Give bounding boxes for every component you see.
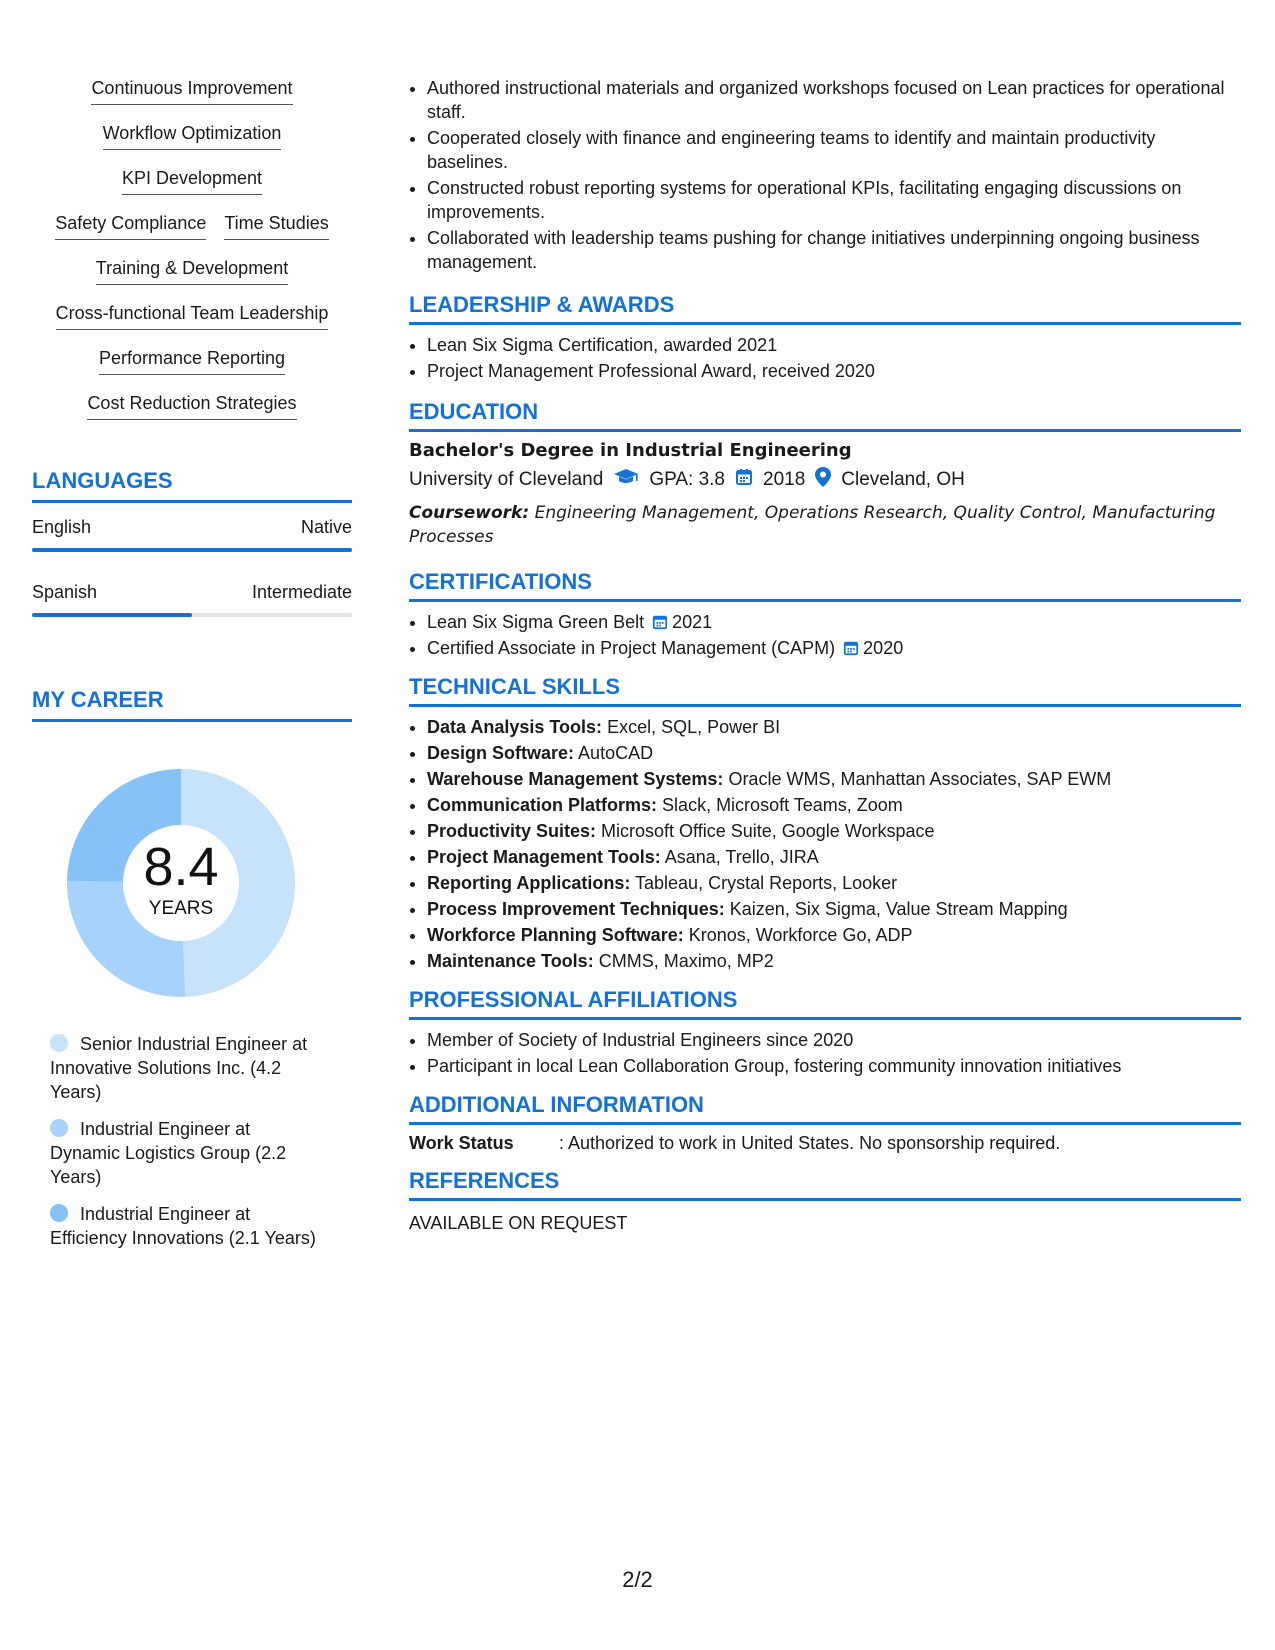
affiliations-list: [409, 1028, 1241, 1078]
degree-title: Bachelor's Degree in Industrial Engineering: [409, 440, 852, 461]
technical-section: [409, 674, 1241, 973]
references-text: AVAILABLE ON REQUEST: [409, 1213, 628, 1233]
experience-bullets: [409, 76, 1241, 274]
technical-skill-value: Kronos, Workforce Go, ADP: [688, 925, 913, 945]
coursework-label: Coursework:: [409, 503, 530, 523]
technical-skill-value: Kaizen, Six Sigma, Value Stream Mapping: [729, 899, 1068, 919]
career-legend-text: Industrial Engineer at Efficiency Innovations (2.1 Years): [50, 1204, 316, 1248]
skill-row: [32, 391, 352, 436]
work-status-value: : Authorized to work in United States. No sponsorship required.: [559, 1133, 1061, 1153]
career-legend-text: Senior Industrial Engineer at Innovative Solutions Inc. (4.2 Years): [50, 1034, 308, 1102]
technical-skill-label: Data Analysis Tools:: [427, 717, 603, 737]
career-section: [32, 687, 352, 1250]
additional-section: [409, 1092, 1241, 1154]
skill-tag: Workflow Optimization: [103, 121, 282, 150]
language-row: [32, 582, 352, 603]
skill-tag: Continuous Improvement: [91, 76, 292, 105]
school-location: Cleveland, OH: [841, 469, 965, 490]
skill-tag: Performance Reporting: [99, 346, 285, 375]
technical-skill-value: Oracle WMS, Manhattan Associates, SAP EWM: [728, 769, 1112, 789]
certification-name: Certified Associate in Project Management (CAPM): [427, 638, 836, 658]
additional-heading: ADDITIONAL INFORMATION: [409, 1092, 1241, 1125]
education-heading: EDUCATION: [409, 399, 1241, 432]
skill-tag: Time Studies: [224, 211, 328, 240]
technical-skill-value: Microsoft Office Suite, Google Workspace: [601, 821, 935, 841]
language-level: Intermediate: [251, 582, 352, 602]
technical-skill-item: [427, 715, 1241, 739]
technical-skill-label: Productivity Suites:: [427, 821, 597, 841]
technical-skill-label: Warehouse Management Systems:: [427, 769, 724, 789]
career-total-unit: YEARS: [148, 898, 214, 919]
references-heading: REFERENCES: [409, 1168, 1241, 1201]
language-item: [32, 582, 352, 617]
certification-year: 2021: [672, 612, 713, 632]
certifications-section: [409, 569, 1241, 660]
career-legend-item: [50, 1032, 320, 1104]
certification-item: [427, 636, 1241, 660]
skill-row: [32, 76, 352, 121]
certifications-list: [409, 610, 1241, 660]
legend-dot-icon: [50, 1034, 68, 1052]
certification-item: [427, 610, 1241, 634]
languages-list: [32, 517, 352, 617]
awards-list: [409, 333, 1241, 383]
legend-dot-icon: [50, 1204, 68, 1222]
technical-skill-item: [427, 871, 1241, 895]
skill-row: [32, 346, 352, 391]
career-legend: [32, 1032, 352, 1250]
certifications-heading: CERTIFICATIONS: [409, 569, 1241, 602]
skill-row: [32, 211, 352, 256]
skill-tag: KPI Development: [122, 166, 262, 195]
technical-skill-label: Project Management Tools:: [427, 847, 661, 867]
calendar-icon: [735, 468, 753, 492]
technical-heading: TECHNICAL SKILLS: [409, 674, 1241, 707]
technical-skill-item: [427, 741, 1241, 765]
experience-bullet: • Cooperated closely with finance and engineering teams to identify and maintain productivity baselines.: [427, 126, 1241, 174]
technical-skill-label: Process Improvement Techniques:: [427, 899, 725, 919]
skill-tag: Safety Compliance: [55, 211, 206, 240]
technical-skill-item: [427, 767, 1241, 791]
legend-dot-icon: [50, 1119, 68, 1137]
sidebar: [32, 76, 352, 1263]
skills-list: [32, 76, 352, 436]
skill-tag: Cross-functional Team Leadership: [56, 301, 329, 330]
graduation-cap-icon: [613, 468, 639, 492]
work-status-label: Work Status: [409, 1133, 514, 1153]
award-item: • Project Management Professional Award, received 2020: [427, 359, 1241, 383]
education-section: [409, 399, 1241, 549]
skill-row: [32, 256, 352, 301]
certification-name: Lean Six Sigma Green Belt: [427, 612, 645, 632]
affiliations-heading: PROFESSIONAL AFFILIATIONS: [409, 987, 1241, 1020]
language-bar: [32, 613, 352, 617]
career-legend-item: [50, 1117, 320, 1189]
technical-skill-item: [427, 949, 1241, 973]
skill-row: [32, 301, 352, 346]
technical-skill-item: [427, 845, 1241, 869]
language-row: [32, 517, 352, 538]
language-name: English: [32, 517, 92, 537]
technical-skill-value: AutoCAD: [578, 743, 654, 763]
affiliation-item: • Member of Society of Industrial Engineers since 2020: [427, 1028, 1241, 1052]
technical-list: [409, 715, 1241, 973]
education-details: [409, 467, 1241, 493]
language-name: Spanish: [32, 582, 98, 602]
career-total-value: 8.4: [143, 837, 219, 897]
technical-skill-label: Communication Platforms:: [427, 795, 658, 815]
languages-heading: LANGUAGES: [32, 468, 352, 503]
coursework: [409, 501, 1241, 549]
career-heading: MY CAREER: [32, 687, 352, 722]
technical-skill-value: Excel, SQL, Power BI: [607, 717, 781, 737]
main-content: [409, 76, 1241, 1234]
technical-skill-label: Reporting Applications:: [427, 873, 631, 893]
skill-row: [32, 121, 352, 166]
technical-skill-value: CMMS, Maximo, MP2: [598, 951, 774, 971]
calendar-icon: [843, 638, 859, 658]
experience-bullet: • Constructed robust reporting systems for operational KPIs, facilitating engaging discussions on improvements.: [427, 176, 1241, 224]
skill-tag: Training & Development: [96, 256, 288, 285]
technical-skill-item: [427, 819, 1241, 843]
school-name: University of Cleveland: [409, 469, 604, 490]
language-level: Native: [300, 517, 352, 537]
graduation-year: 2018: [763, 469, 806, 490]
skill-tag: Cost Reduction Strategies: [87, 391, 296, 420]
technical-skill-item: [427, 793, 1241, 817]
language-bar-fill: [32, 548, 352, 552]
award-item: • Lean Six Sigma Certification, awarded 2021: [427, 333, 1241, 357]
career-donut-chart: [66, 768, 296, 998]
technical-skill-value: Tableau, Crystal Reports, Looker: [635, 873, 898, 893]
technical-skill-item: [427, 897, 1241, 921]
affiliation-item: • Participant in local Lean Collaboration Group, fostering community innovation initiatives: [427, 1054, 1241, 1078]
location-pin-icon: [815, 467, 831, 493]
page-number: 2/2: [622, 1567, 653, 1592]
technical-skill-label: Design Software:: [427, 743, 575, 763]
gpa: GPA: 3.8: [649, 469, 725, 490]
language-bar: [32, 548, 352, 552]
technical-skill-item: [427, 923, 1241, 947]
awards-heading: LEADERSHIP & AWARDS: [409, 292, 1241, 325]
technical-skill-value: Slack, Microsoft Teams, Zoom: [662, 795, 903, 815]
awards-section: [409, 292, 1241, 383]
certification-year: 2020: [863, 638, 904, 658]
calendar-icon: [652, 612, 668, 632]
technical-skill-value: Asana, Trello, JIRA: [664, 847, 819, 867]
technical-skill-label: Maintenance Tools:: [427, 951, 594, 971]
technical-skill-label: Workforce Planning Software:: [427, 925, 684, 945]
references-section: [409, 1168, 1241, 1234]
career-legend-item: [50, 1202, 320, 1250]
experience-bullet: • Collaborated with leadership teams pushing for change initiatives underpinning ongoing business management.: [427, 226, 1241, 274]
language-item: [32, 517, 352, 552]
affiliations-section: [409, 987, 1241, 1078]
skill-row: [32, 166, 352, 211]
work-status-row: [409, 1133, 1241, 1154]
experience-bullet: • Authored instructional materials and organized workshops focused on Lean practices for operational staff.: [427, 76, 1241, 124]
language-bar-fill: [32, 613, 192, 617]
career-legend-text: Industrial Engineer at Dynamic Logistics Group (2.2 Years): [50, 1119, 287, 1187]
languages-section: [32, 468, 352, 617]
coursework-list: Engineering Management, Operations Research, Quality Control, Manufacturing Processes: [409, 503, 1216, 547]
